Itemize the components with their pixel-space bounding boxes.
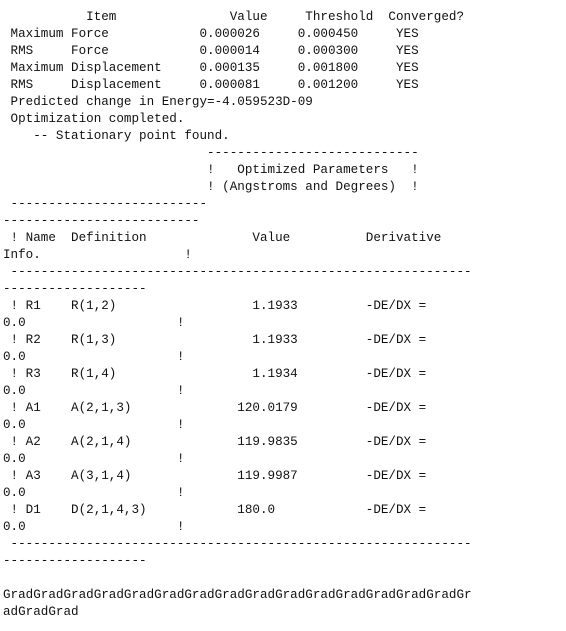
parameter-row-info: 0.0 ! xyxy=(3,350,185,364)
parameter-row: ! A3 A(3,1,4) 119.9987 -DE/DX = xyxy=(3,469,427,483)
divider-line: ---------------------------- xyxy=(3,146,419,160)
parameter-row: ! D1 D(2,1,4,3) 180.0 -DE/DX = xyxy=(3,503,427,517)
section-title: ! (Angstroms and Degrees) ! xyxy=(3,180,419,194)
convergence-row: RMS Displacement 0.000081 0.001200 YES xyxy=(3,78,419,92)
divider-line: -------------------------- xyxy=(3,197,208,211)
grad-line: adGradGrad xyxy=(3,605,79,619)
parameter-row-info: 0.0 ! xyxy=(3,418,185,432)
divider-line: ------------------------------------------------------------- xyxy=(3,265,472,279)
divider-line: ------------------- xyxy=(3,554,147,568)
parameter-row: ! A1 A(2,1,3) 120.0179 -DE/DX = xyxy=(3,401,427,415)
log-line xyxy=(3,0,472,9)
parameter-row-info: 0.0 ! xyxy=(3,316,185,330)
parameter-table-header: ! Name Definition Value Derivative xyxy=(3,231,442,245)
parameter-row: ! R3 R(1,4) 1.1934 -DE/DX = xyxy=(3,367,427,381)
parameter-row: ! R1 R(1,2) 1.1933 -DE/DX = xyxy=(3,299,427,313)
grad-line: GradGradGradGradGradGradGradGradGradGradGradGradGradGradGradGr xyxy=(3,588,472,602)
divider-line: ------------------------------------------------------------- xyxy=(3,537,472,551)
output-log xyxy=(3,0,472,621)
parameter-row: ! R2 R(1,3) 1.1933 -DE/DX = xyxy=(3,333,427,347)
log-line xyxy=(3,570,472,587)
energy-change-line: Predicted change in Energy=-4.059523D-09 xyxy=(3,95,313,109)
convergence-row: Maximum Force 0.000026 0.000450 YES xyxy=(3,27,419,41)
divider-line: ------------------- xyxy=(3,282,147,296)
status-line: Optimization completed. xyxy=(3,112,185,126)
parameter-row-info: 0.0 ! xyxy=(3,452,185,466)
convergence-row: Maximum Displacement 0.000135 0.001800 YES xyxy=(3,61,419,75)
parameter-row: ! A2 A(2,1,4) 119.9835 -DE/DX = xyxy=(3,435,427,449)
status-line: -- Stationary point found. xyxy=(3,129,230,143)
parameter-table-header: Info. ! xyxy=(3,248,192,262)
convergence-row: RMS Force 0.000014 0.000300 YES xyxy=(3,44,419,58)
divider-line: -------------------------- xyxy=(3,214,200,228)
parameter-row-info: 0.0 ! xyxy=(3,486,185,500)
convergence-header: Item Value Threshold Converged? xyxy=(3,10,465,24)
section-title: ! Optimized Parameters ! xyxy=(3,163,419,177)
parameter-row-info: 0.0 ! xyxy=(3,384,185,398)
parameter-row-info: 0.0 ! xyxy=(3,520,185,534)
